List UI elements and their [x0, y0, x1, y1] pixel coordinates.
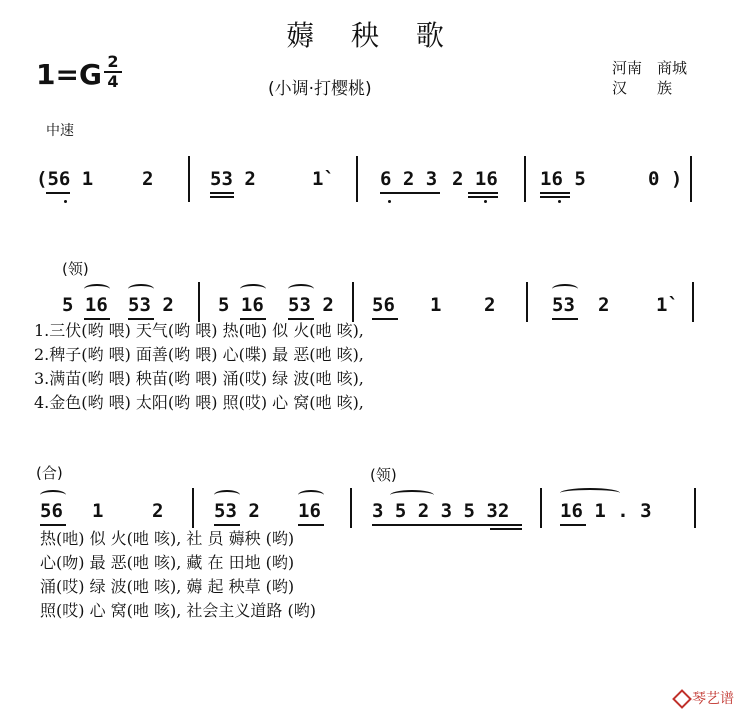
origin-info — [612, 58, 687, 98]
underline — [560, 524, 586, 526]
note: 16 1 . 3 — [560, 500, 652, 522]
octave-dot — [64, 200, 67, 203]
underline — [40, 524, 66, 526]
barline — [524, 156, 526, 202]
slur — [40, 490, 66, 500]
note: 16 — [298, 500, 321, 522]
origin-region: 河南 商城 — [612, 59, 688, 77]
intro-note: 2 16 — [452, 168, 498, 190]
slur — [390, 490, 434, 500]
slur — [560, 488, 620, 498]
intro-note: 2 — [142, 168, 154, 190]
intro-note: 1` — [312, 168, 335, 190]
underline — [468, 192, 498, 194]
note: 2 — [484, 294, 496, 316]
lyric-line: 照(哎) 心 窝(吔 咳), 社会主义道路 (哟) — [40, 601, 316, 620]
note: 56 — [40, 500, 63, 522]
slur — [240, 284, 266, 294]
barline — [352, 282, 354, 322]
lyric-line: 3.满苗(哟 喂) 秧苗(哟 喂) 涌(哎) 绿 波(吔 咳), — [34, 369, 364, 388]
time-signature — [104, 54, 122, 90]
watermark — [675, 688, 734, 708]
note: 5 16 — [218, 294, 264, 316]
note: 56 — [372, 294, 395, 316]
note: 53 2 — [288, 294, 334, 316]
barline — [526, 282, 528, 322]
underline — [298, 524, 324, 526]
tempo-marking: 中速 — [46, 123, 74, 139]
note: 53 2 — [128, 294, 174, 316]
note: 3 5 2 3 5 32 — [372, 500, 510, 522]
slur — [552, 284, 578, 294]
slur — [214, 490, 240, 500]
role-lead: (领) — [370, 466, 397, 484]
lyric-line: 4.金色(哟 喂) 太阳(哟 喂) 照(哎) 心 窝(吔 咳), — [34, 393, 364, 412]
underline — [210, 196, 234, 198]
barline — [540, 488, 542, 528]
underline — [372, 318, 398, 320]
note: 53 — [552, 294, 575, 316]
note: 1` — [656, 294, 679, 316]
barline — [692, 282, 694, 322]
watermark-text: 琴艺谱 — [692, 691, 734, 707]
underline — [540, 192, 570, 194]
lyric-line: 2.稗子(哟 喂) 面善(哟 喂) 心(喋) 最 恶(吔 咳), — [34, 345, 364, 364]
lyric-line: 涌(哎) 绿 波(吔 咳), 薅 起 秧草 (哟) — [40, 577, 295, 596]
underline — [380, 192, 440, 194]
slur — [288, 284, 314, 294]
note: 53 2 — [214, 500, 260, 522]
note: 1 — [92, 500, 104, 522]
note: 2 — [152, 500, 164, 522]
intro-note: 16 5 — [540, 168, 586, 190]
slur — [128, 284, 154, 294]
intro-note: 0 ) — [648, 168, 683, 190]
underline — [468, 196, 498, 198]
barline — [350, 488, 352, 528]
underline — [540, 196, 570, 198]
role-lead: (领) — [62, 260, 89, 278]
octave-dot — [484, 200, 487, 203]
key-signature: 1=G — [36, 58, 102, 91]
barline — [188, 156, 190, 202]
barline — [198, 282, 200, 322]
time-signature-top: 2 — [107, 52, 119, 71]
barline — [694, 488, 696, 528]
time-signature-bottom: 4 — [107, 72, 119, 91]
song-subtitle: (小调·打樱桃) — [268, 79, 372, 99]
octave-dot — [558, 200, 561, 203]
underline — [372, 524, 522, 526]
barline — [192, 488, 194, 528]
underline — [490, 528, 522, 530]
barline — [356, 156, 358, 202]
lyric-line: 热(吔) 似 火(吔 咳), 社 员 薅秧 (哟) — [40, 529, 295, 548]
role-chorus: (合) — [36, 464, 63, 482]
slur — [298, 490, 324, 500]
underline — [214, 524, 240, 526]
underline — [46, 192, 70, 194]
origin-ethnicity: 汉 族 — [612, 79, 673, 97]
slur — [84, 284, 110, 294]
octave-dot — [388, 200, 391, 203]
note: 1 — [430, 294, 442, 316]
intro-note: 6 2 3 — [380, 168, 438, 190]
logo-icon — [672, 689, 692, 709]
underline — [210, 192, 234, 194]
note: 5 16 — [62, 294, 108, 316]
lyric-line: 心(吻) 最 恶(吔 咳), 藏 在 田地 (哟) — [40, 553, 295, 572]
song-title: 薅 秧 歌 — [286, 19, 458, 52]
barline — [690, 156, 692, 202]
note: 2 — [598, 294, 610, 316]
underline — [552, 318, 578, 320]
lyric-line: 1.三伏(哟 喂) 天气(哟 喂) 热(吔) 似 火(吔 咳), — [34, 321, 364, 340]
intro-note: (56 1 — [36, 168, 94, 190]
intro-note: 53 2 — [210, 168, 256, 190]
